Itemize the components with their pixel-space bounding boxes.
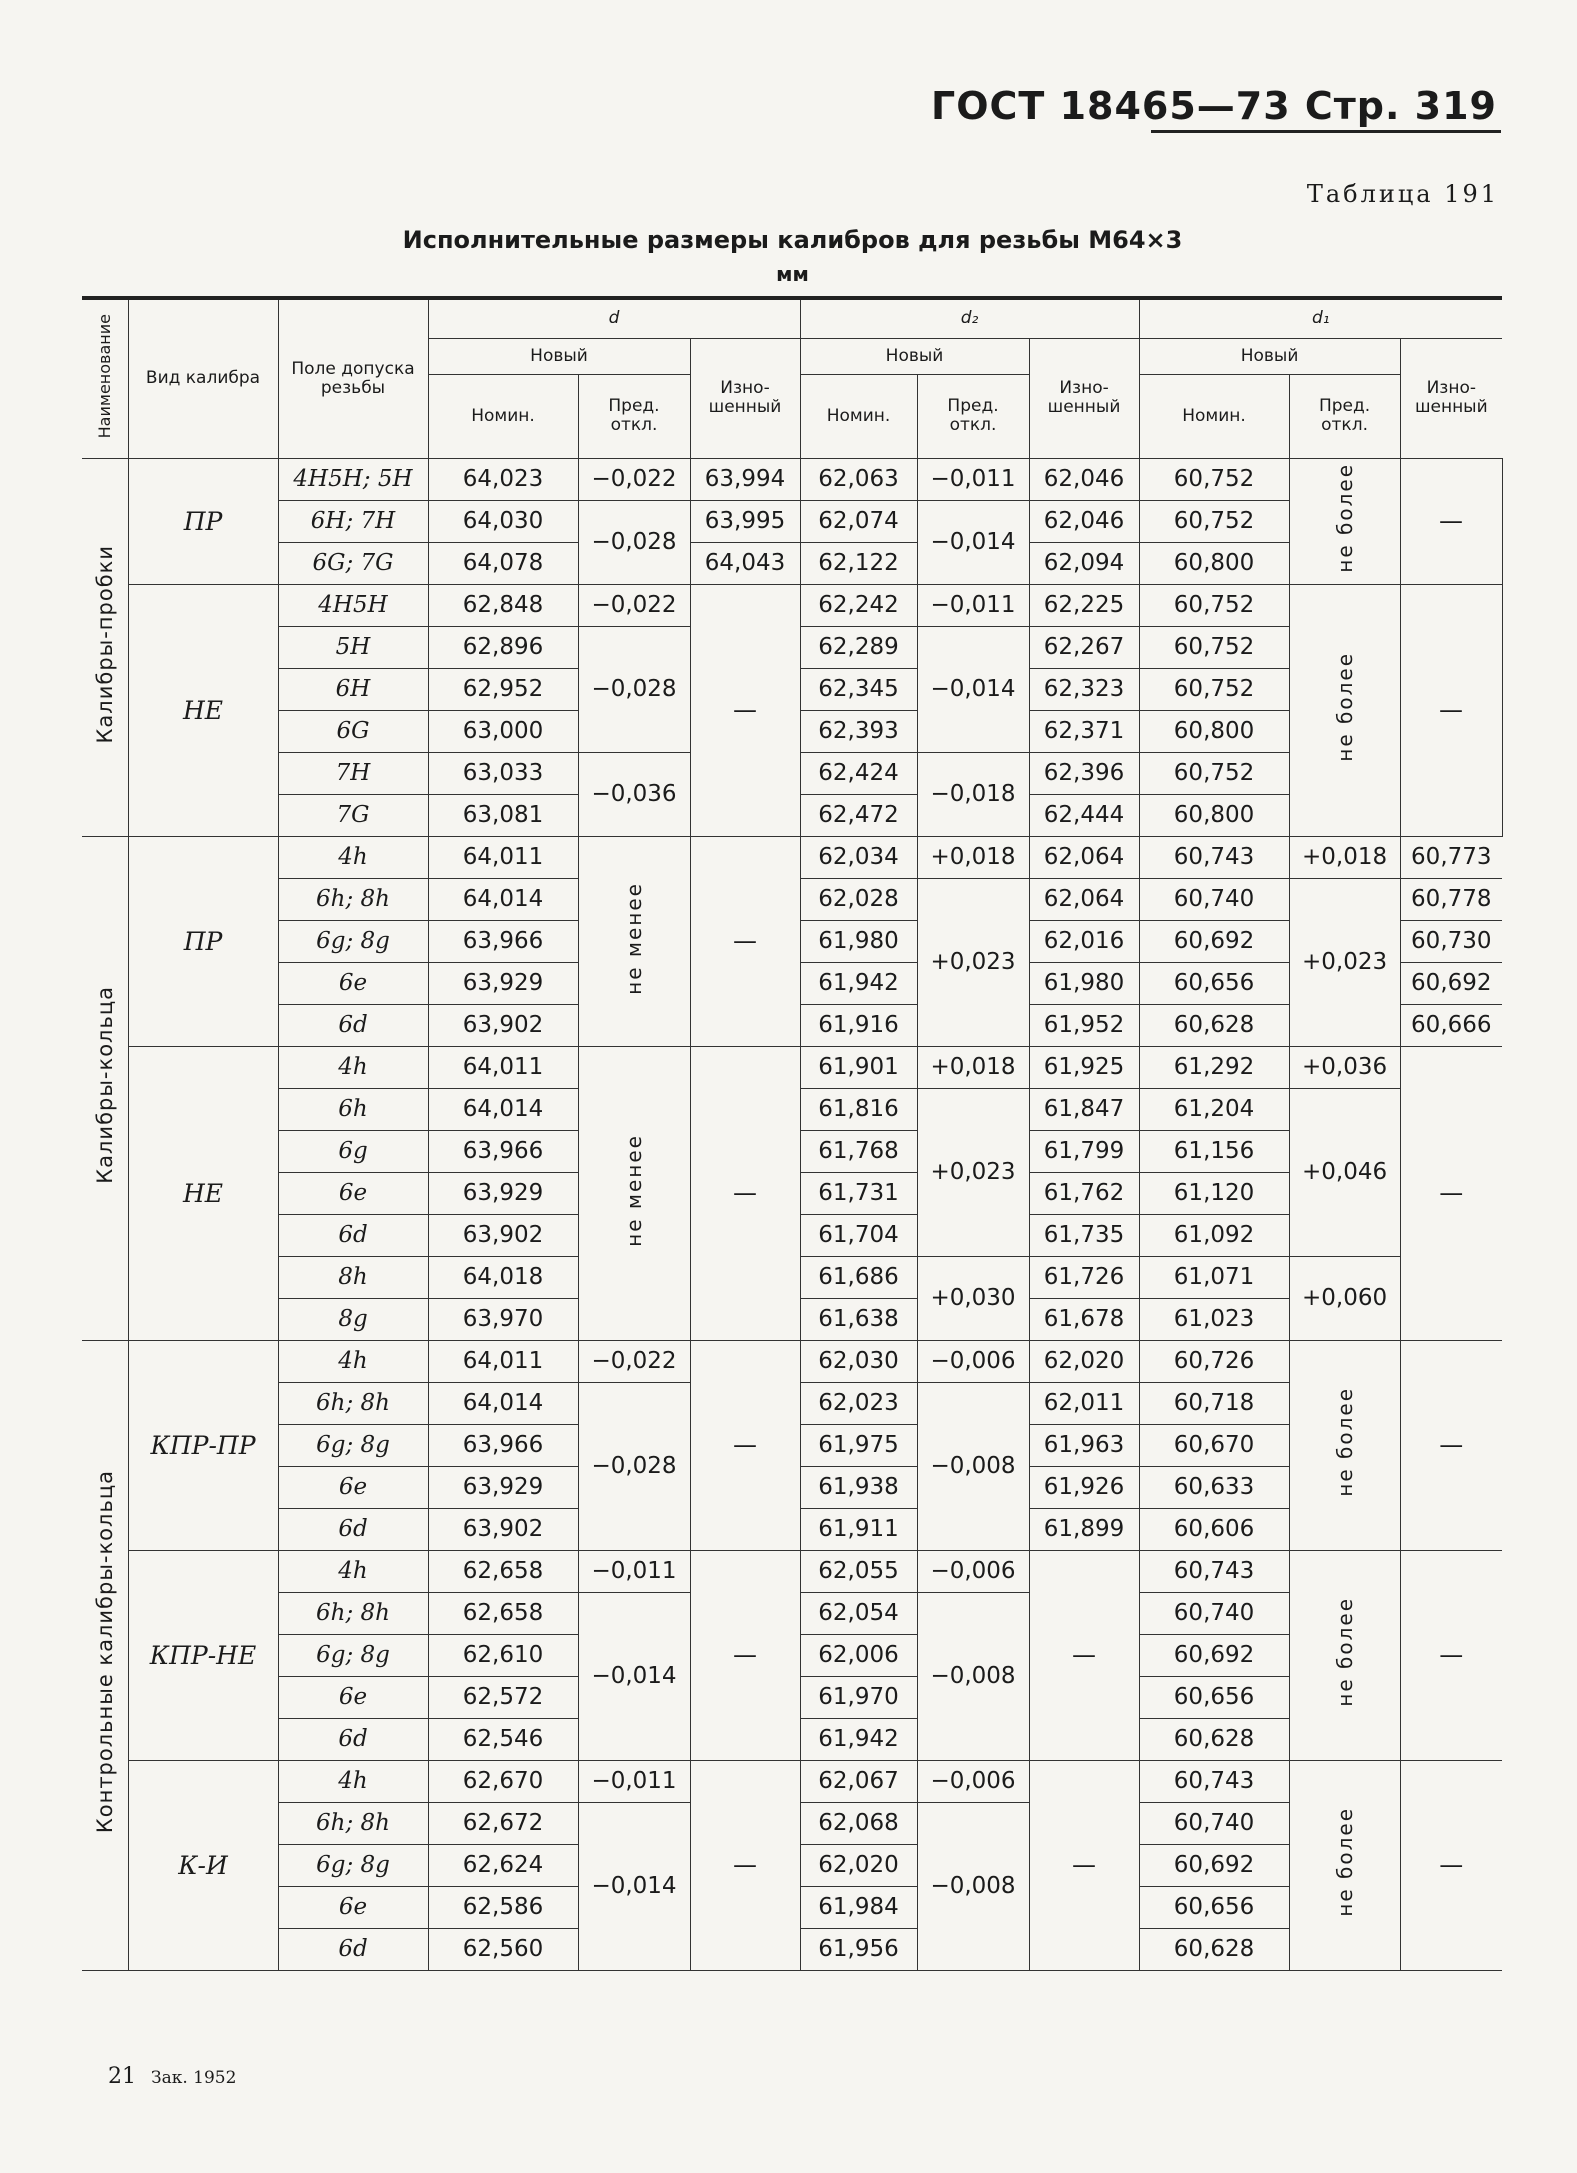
table-row: КПР-НЕ 4h 62,658 −0,011 — 62,055 −0,006 — 60,743 не более — [82, 1550, 1502, 1592]
col-d2-deviation: Пред. откл. [917, 374, 1029, 458]
table-row: 5H 62,896 −0,028 62,289 −0,014 62,267 60,752 [82, 626, 1502, 668]
col-d1-worn: Изно-шенный [1400, 338, 1502, 458]
group-control-rings: Контрольные калибры-кольца [82, 1340, 128, 1970]
table-body [82, 458, 1502, 1970]
table-row: 6d 63,902 61,704 61,735 61,092 [82, 1214, 1502, 1256]
col-d2-worn: Изно-шенный [1029, 338, 1139, 458]
table-row: Калибры-пробки ПР 4H5H; 5H 64,023 −0,022 63,994 62,063 −0,011 62,046 60,752 не более — [82, 458, 1502, 500]
table-row: 6e 63,929 61,942 61,980 60,656 60,692 [82, 962, 1502, 1004]
col-tolerance: Поле допуска резьбы [278, 298, 428, 458]
col-d-deviation: Пред. откл. [578, 374, 690, 458]
note-not-more: не более [1289, 584, 1400, 836]
col-d1-new: Новый [1139, 338, 1400, 374]
table-row: Контрольные калибры-кольца КПР-ПР 4h 64,011 −0,022 — 62,030 −0,006 62,020 60,726 не более — [82, 1340, 1502, 1382]
note-not-more: не более [1289, 1760, 1400, 1970]
table-row: 6G 63,000 62,393 62,371 60,800 [82, 710, 1502, 752]
table-row: НЕ 4h 64,011 не менее — 61,901 +0,018 61,925 61,292 +0,036 — [82, 1046, 1502, 1088]
kind-label: НЕ [128, 1046, 278, 1340]
kind-label: ПР [128, 458, 278, 584]
col-d1-deviation: Пред. откл. [1289, 374, 1400, 458]
table-row: 6h; 8h 62,658 −0,014 62,054 −0,008 60,740 [82, 1592, 1502, 1634]
standard-header [931, 84, 1497, 128]
table-row: 6H; 7H 64,030 −0,028 63,995 62,074 −0,014 62,046 60,752 [82, 500, 1502, 542]
table-row: К-И 4h 62,670 −0,011 — 62,067 −0,006 — 60,743 не более — [82, 1760, 1502, 1802]
table-row: 6h; 8h 64,014 −0,028 62,023 −0,008 62,011 60,718 [82, 1382, 1502, 1424]
table-row: 7H 63,033 −0,036 62,424 −0,018 62,396 60,752 [82, 752, 1502, 794]
header-rule [1151, 130, 1501, 133]
table-row: 6g 63,966 61,768 61,799 61,156 [82, 1130, 1502, 1172]
kind-label: КПР-ПР [128, 1340, 278, 1550]
col-kind: Вид калибра [128, 298, 278, 458]
col-d2-nominal: Номин. [800, 374, 917, 458]
table-row: 6d 62,546 61,942 60,628 [82, 1718, 1502, 1760]
table-row: Калибры-кольца ПР 4h 64,011 не менее — 62,034 +0,018 62,064 60,743 +0,018 60,773 [82, 836, 1502, 878]
col-d-nominal: Номин. [428, 374, 578, 458]
table-row: 6h; 8h 62,672 −0,014 62,068 −0,008 60,740 [82, 1802, 1502, 1844]
table-row: 6G; 7G 64,078 64,043 62,122 62,094 60,800 [82, 542, 1502, 584]
page-footer [108, 2064, 236, 2089]
table-title: Исполнительные размеры калибров для резьбы М64×3 [402, 226, 1183, 254]
note-not-more: не более [1289, 458, 1400, 584]
note-not-less: не менее [578, 836, 690, 1046]
table-row: 6e 62,586 61,984 60,656 [82, 1886, 1502, 1928]
table-row: 6g; 8g 62,610 62,006 60,692 [82, 1634, 1502, 1676]
group-plugs: Калибры-пробки [82, 458, 128, 836]
note-not-more: не более [1289, 1340, 1400, 1550]
col-d-worn: Изно-шенный [690, 338, 800, 458]
table-row: 6e 63,929 61,938 61,926 60,633 [82, 1466, 1502, 1508]
table-row: 6d 63,902 61,916 61,952 60,628 60,666 [82, 1004, 1502, 1046]
table-row: 6H 62,952 62,345 62,323 60,752 [82, 668, 1502, 710]
table-row: НЕ 4H5H 62,848 −0,022 — 62,242 −0,011 62,225 60,752 не более — [82, 584, 1502, 626]
table-row: 8g 63,970 61,638 61,678 61,023 [82, 1298, 1502, 1340]
table-unit: мм [776, 262, 809, 286]
col-d-new: Новый [428, 338, 690, 374]
table-row: 7G 63,081 62,472 62,444 60,800 [82, 794, 1502, 836]
table-row: 6g; 8g 63,966 61,980 62,016 60,692 60,730 [82, 920, 1502, 962]
col-d1: d₁ [1139, 298, 1502, 338]
kind-label: К-И [128, 1760, 278, 1970]
col-d2: d₂ [800, 298, 1139, 338]
col-name: Наименование [82, 298, 128, 458]
table-header [82, 298, 1502, 458]
group-rings: Калибры-кольца [82, 836, 128, 1340]
table-row: 8h 64,018 61,686 +0,030 61,726 61,071 +0,060 [82, 1256, 1502, 1298]
footer-page-number: 21 [108, 2064, 136, 2089]
table-row: 6g; 8g 62,624 62,020 60,692 [82, 1844, 1502, 1886]
kind-label: КПР-НЕ [128, 1550, 278, 1760]
col-d: d [428, 298, 800, 338]
dimensions-table [82, 296, 1503, 1971]
table-row: 6h; 8h 64,014 62,028 +0,023 62,064 60,740 +0,023 60,778 [82, 878, 1502, 920]
col-d2-new: Новый [800, 338, 1029, 374]
table-row: 6d 63,902 61,911 61,899 60,606 [82, 1508, 1502, 1550]
col-d1-nominal: Номин. [1139, 374, 1289, 458]
note-not-less: не менее [578, 1046, 690, 1340]
page-number: Стр. 319 [1304, 84, 1497, 128]
table-row: 6h 64,014 61,816 +0,023 61,847 61,204 +0,046 [82, 1088, 1502, 1130]
table-row: 6e 62,572 61,970 60,656 [82, 1676, 1502, 1718]
standard-number: ГОСТ 18465—73 [931, 84, 1291, 128]
footer-order: Зак. 1952 [151, 2068, 237, 2088]
table-number: Таблица 191 [1306, 180, 1499, 208]
kind-label: ПР [128, 836, 278, 1046]
table-row: 6d 62,560 61,956 60,628 [82, 1928, 1502, 1970]
note-not-more: не более [1289, 1550, 1400, 1760]
kind-label: НЕ [128, 584, 278, 836]
table-row: 6g; 8g 63,966 61,975 61,963 60,670 [82, 1424, 1502, 1466]
table-row: 6e 63,929 61,731 61,762 61,120 [82, 1172, 1502, 1214]
